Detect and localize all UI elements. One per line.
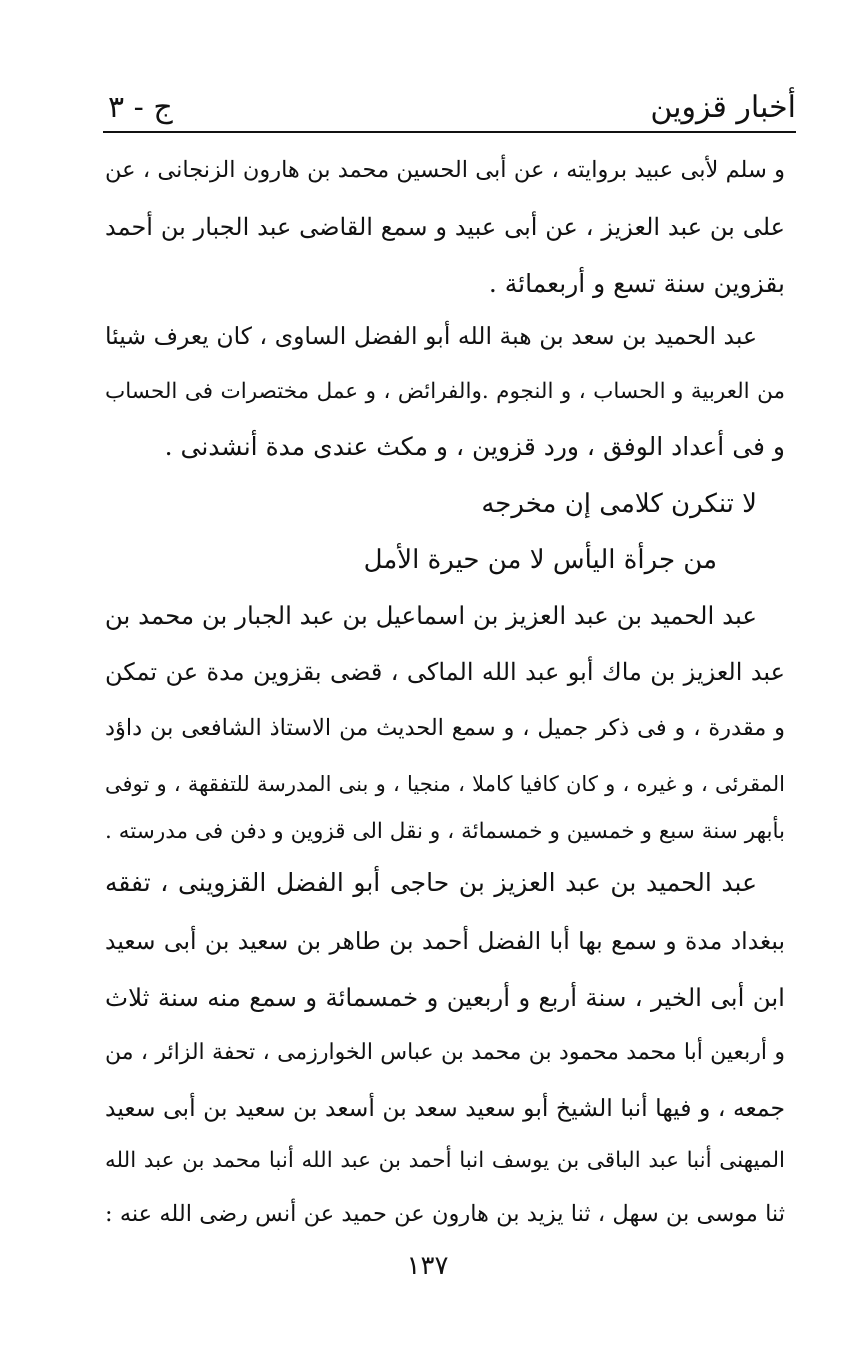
- page-number: ١٣٧: [406, 1251, 449, 1281]
- text-line: و سلم لأبى عبيد بروايته ، عن أبى الحسين محمد بن هارون الزنجانى ، عن: [105, 157, 785, 183]
- text-line: بأبهر سنة سبع و خمسين و خمسمائة ، و نقل الى قزوين و دفن فى مدرسته .: [105, 819, 785, 844]
- text-line: على بن عبد العزيز ، عن أبى عبيد و سمع القاضى عبد الجبار بن أحمد: [105, 213, 785, 241]
- text-line: و فى أعداد الوفق ، ورد قزوين ، و مكث عندى مدة أنشدنى .: [164, 432, 785, 461]
- text-line: المقرئى ، و غيره ، و كان كافيا كاملا ، منجيا ، و بنى المدرسة للتفقهة ، و توفى: [105, 772, 785, 796]
- verse-line-1: لا تنكرن كلامى إن مخرجه: [481, 489, 757, 519]
- text-line: عبد الحميد بن عبد العزيز بن حاجى أبو الفضل القزوينى ، تفقه: [105, 868, 757, 897]
- text-line: الميهنى أنبا عبد الباقى بن يوسف انبا أحمد بن عبد الله أنبا محمد بن عبد الله: [105, 1148, 785, 1173]
- text-line: جمعه ، و فيها أنبا الشيخ أبو سعيد سعد بن أسعد بن سعيد بن أبى سعيد: [105, 1094, 785, 1122]
- running-header: [108, 88, 796, 128]
- text-line: و أربعين أبا محمد محمود بن محمد بن عباس الخوارزمى ، تحفة الزائر ، من: [105, 1040, 785, 1065]
- verse-line-2: من جرأة اليأس لا من حيرة الأمل: [363, 545, 717, 575]
- text-line: بقزوين سنة تسع و أربعمائة .: [488, 269, 785, 298]
- text-line: ببغداد مدة و سمع بها أبا الفضل أحمد بن طاهر بن سعيد بن أبى سعيد: [105, 927, 785, 955]
- text-line: عبد الحميد بن عبد العزيز بن اسماعيل بن عبد الجبار بن محمد بن: [104, 601, 757, 630]
- header-volume: ج - ٣: [108, 90, 173, 125]
- text-line: و مقدرة ، و فى ذكر جميل ، و سمع الحديث من الاستاذ الشافعى بن داؤد: [105, 715, 785, 741]
- text-line: ثنا موسى بن سهل ، ثنا يزيد بن هارون عن حميد عن أنس رضى الله عنه :: [105, 1201, 785, 1227]
- text-line: ابن أبى الخير ، سنة أربع و أربعين و خمسمائة و سمع منه سنة ثلاث: [105, 983, 785, 1012]
- text-line: عبد الحميد بن سعد بن هبة الله أبو الفضل الساوى ، كان يعرف شيئا: [105, 322, 757, 350]
- text-line: من العربية و الحساب ، و النجوم .والفرائض ، و عمل مختصرات فى الحساب: [105, 379, 785, 404]
- header-title: أخبار قزوين: [650, 90, 796, 125]
- text-line: عبد العزيز بن ماك أبو عبد الله الماكى ، قضى بقزوين مدة عن تمكن: [105, 658, 785, 686]
- header-rule: [103, 131, 796, 133]
